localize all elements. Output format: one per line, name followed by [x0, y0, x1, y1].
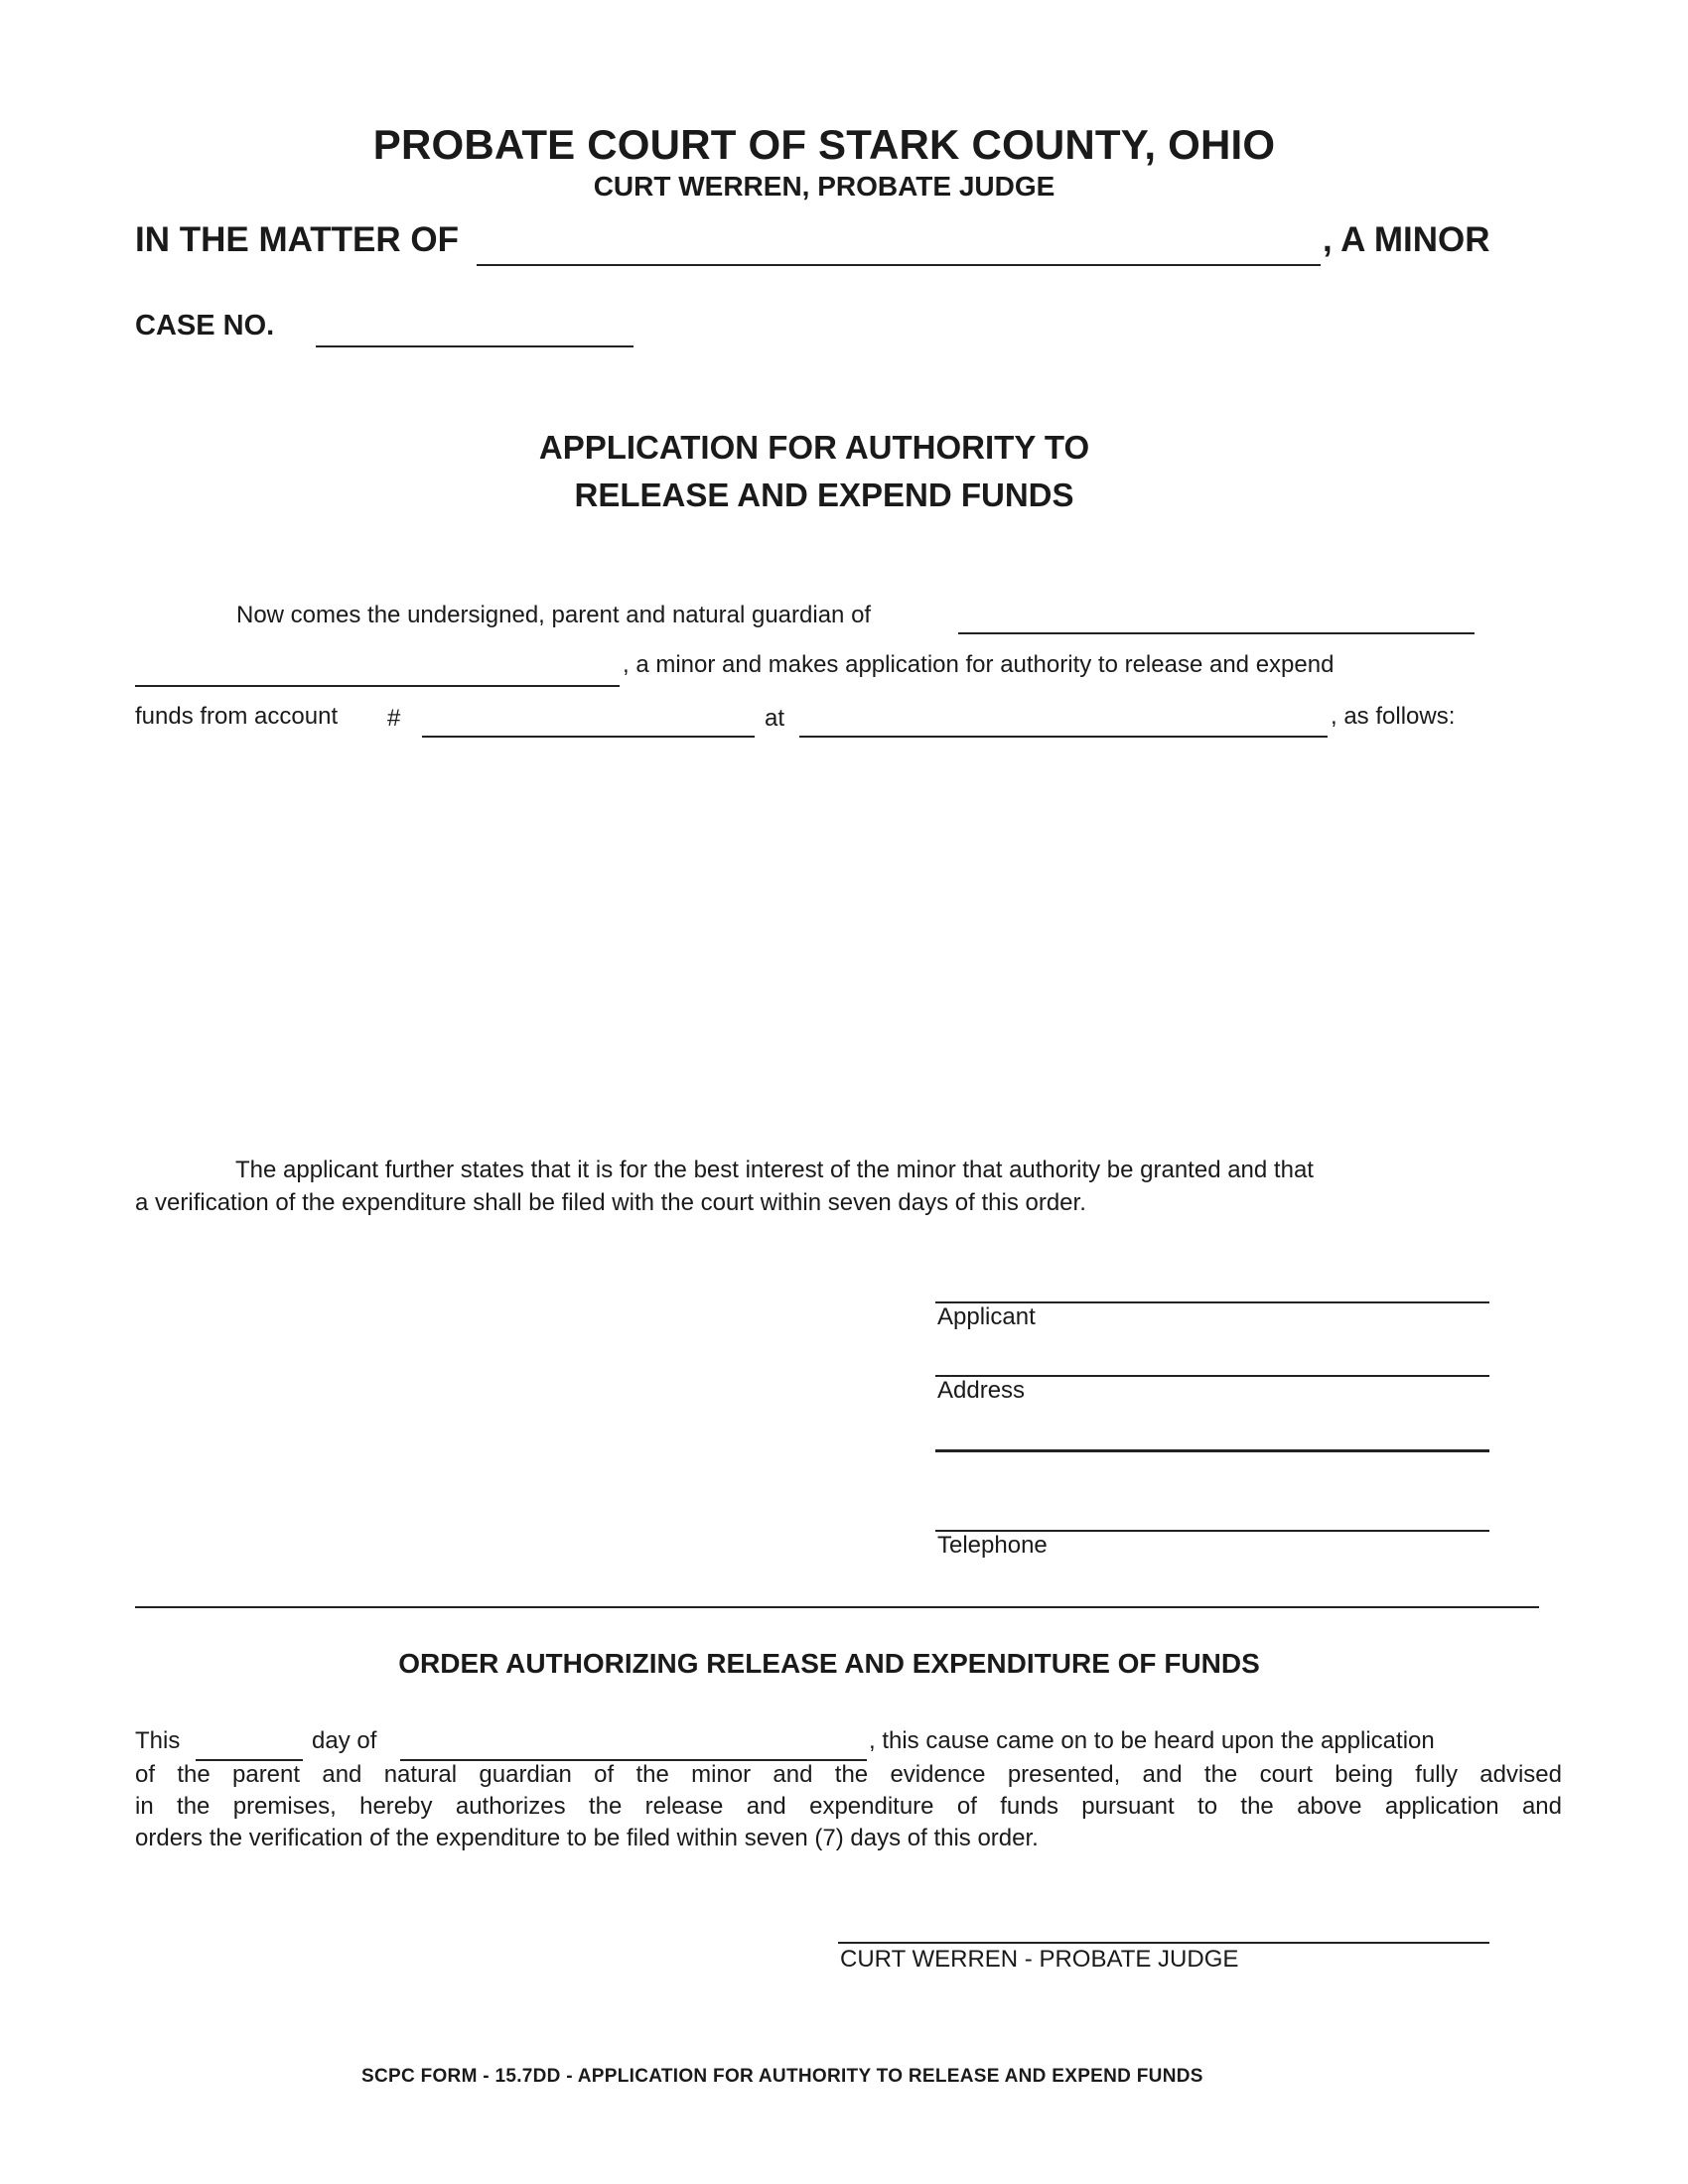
at-label: at	[765, 705, 785, 732]
order-line3: in the premises, hereby authorizes the release and expenditure of funds pursuant to the above application and	[135, 1793, 1562, 1820]
account-number-field[interactable]	[422, 736, 755, 738]
telephone-label: Telephone	[937, 1532, 1048, 1559]
form-title-line1: APPLICATION FOR AUTHORITY TO	[538, 429, 1090, 466]
funds-label: funds from account	[135, 703, 339, 730]
minor-suffix: , A MINOR	[1323, 220, 1490, 259]
address-line-2[interactable]	[935, 1449, 1489, 1452]
order-line1-rest: , this cause came on to be heard upon the application	[869, 1727, 1435, 1754]
court-title: PROBATE COURT OF STARK COUNTY, OHIO	[372, 121, 1276, 168]
minor-name-line-1[interactable]	[958, 632, 1475, 634]
address-label: Address	[937, 1377, 1026, 1404]
order-this: This	[135, 1727, 181, 1754]
order-line2: of the parent and natural guardian of the minor and the evidence presented, and the court being fully advised	[135, 1761, 1562, 1788]
order-title: ORDER AUTHORIZING RELEASE AND EXPENDITURE OF FUNDS	[398, 1648, 1260, 1679]
judge-signature-line[interactable]	[838, 1942, 1489, 1944]
section-divider	[135, 1606, 1539, 1608]
form-title-line2: RELEASE AND EXPEND FUNDS	[574, 477, 1074, 513]
application-intro: Now comes the undersigned, parent and natural guardian of	[236, 602, 872, 628]
minor-name-field[interactable]	[477, 264, 1321, 266]
as-follows-label: , as follows:	[1331, 703, 1456, 730]
case-number-label: CASE NO.	[135, 310, 275, 341]
form-footer: SCPC FORM - 15.7DD - APPLICATION FOR AUTHORITY TO RELEASE AND EXPEND FUNDS	[361, 2066, 1203, 2087]
application-minor-text: , a minor and makes application for authority to release and expend	[623, 651, 1335, 678]
case-number-field[interactable]	[316, 345, 633, 347]
minor-name-line-2[interactable]	[135, 685, 620, 687]
judge-subtitle: CURT WERREN, PROBATE JUDGE	[593, 171, 1055, 202]
order-day-of: day of	[312, 1727, 377, 1754]
judge-signature-label: CURT WERREN - PROBATE JUDGE	[840, 1946, 1239, 1973]
account-hash: #	[387, 705, 401, 732]
institution-field[interactable]	[799, 736, 1328, 738]
statement-line1: The applicant further states that it is for the best interest of the minor that authority be granted and that	[235, 1157, 1314, 1183]
order-line4: orders the verification of the expenditure to be filed within seven (7) days of this order.	[135, 1825, 1039, 1851]
applicant-label: Applicant	[937, 1303, 1036, 1330]
statement-line2: a verification of the expenditure shall be filed with the court within seven days of this order.	[135, 1189, 1086, 1216]
matter-label: IN THE MATTER OF	[135, 220, 459, 259]
